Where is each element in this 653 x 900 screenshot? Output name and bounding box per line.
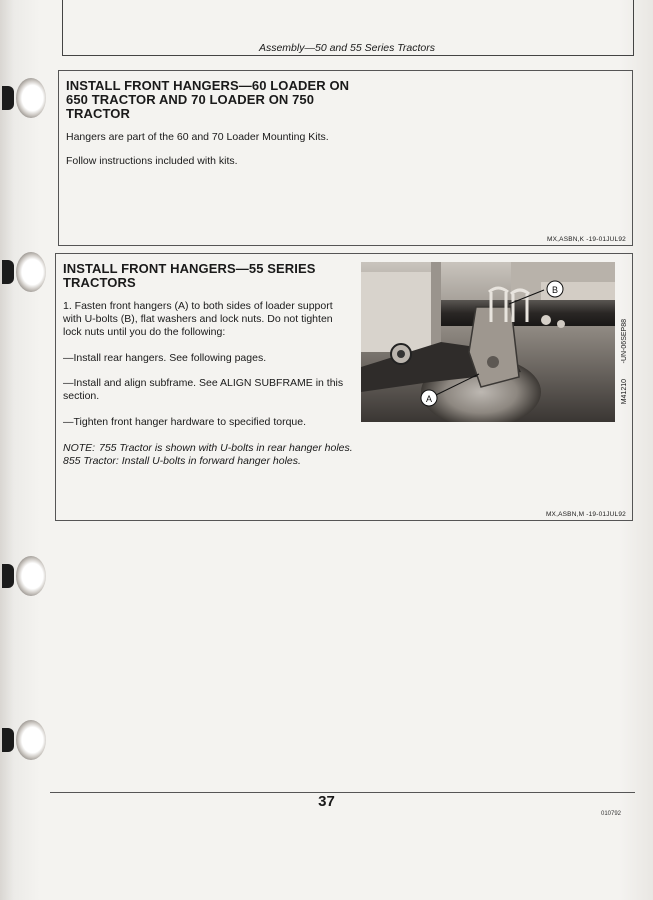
- binder-hole: [16, 78, 46, 118]
- paragraph: Hangers are part of the 60 and 70 Loader Mounting Kits.: [66, 131, 329, 143]
- substep-paragraph: —Tighten front hanger hardware to specified torque.: [63, 416, 307, 428]
- paragraph: Follow instructions included with kits.: [66, 155, 238, 167]
- section-install-front-hangers-55: [55, 253, 633, 521]
- binder-hole: [16, 720, 46, 760]
- substep-paragraph: —Install rear hangers. See following pages.: [63, 352, 267, 364]
- figure-date-label: -UN-06SEP88: [621, 319, 628, 364]
- section-heading: INSTALL FRONT HANGERS—55 SERIES TRACTORS: [63, 261, 316, 290]
- binder-hole: [16, 252, 46, 292]
- hanger-photo-illustration: [361, 262, 615, 422]
- page-number: 37: [318, 793, 335, 810]
- running-head: Assembly—50 and 55 Series Tractors: [258, 42, 436, 54]
- binder-hole: [16, 556, 46, 596]
- footer-code: 010792: [601, 811, 622, 817]
- callout-b: B: [551, 285, 559, 295]
- note-label: NOTE:: [63, 442, 96, 454]
- section-code: MX,ASBN,M -19-01JUL92: [545, 511, 626, 518]
- section-heading: INSTALL FRONT HANGERS—60 LOADER ON 650 TRACTOR AND 70 LOADER ON 750 TRACTOR: [66, 78, 350, 121]
- note: [63, 442, 353, 468]
- callout-a: A: [425, 394, 433, 404]
- hanger-photo: [361, 262, 615, 422]
- section-code: MX,ASBN,K -19-01JUL92: [547, 236, 626, 243]
- substep-paragraph: —Install and align subframe. See ALIGN SUBFRAME in this section.: [63, 377, 344, 402]
- note-text: 755 Tractor is shown with U-bolts in rear hanger holes. 855 Tractor: Install U-bolts in forward hanger holes.: [63, 442, 353, 467]
- figure-id-label: M41210: [621, 379, 628, 405]
- section-install-front-hangers-60-70: [58, 70, 633, 246]
- step-1-paragraph: 1. Fasten front hangers (A) to both sides of loader support with U-bolts (B), flat washers and lock nuts. Do not tighten lock nuts until you do the following:: [63, 300, 333, 338]
